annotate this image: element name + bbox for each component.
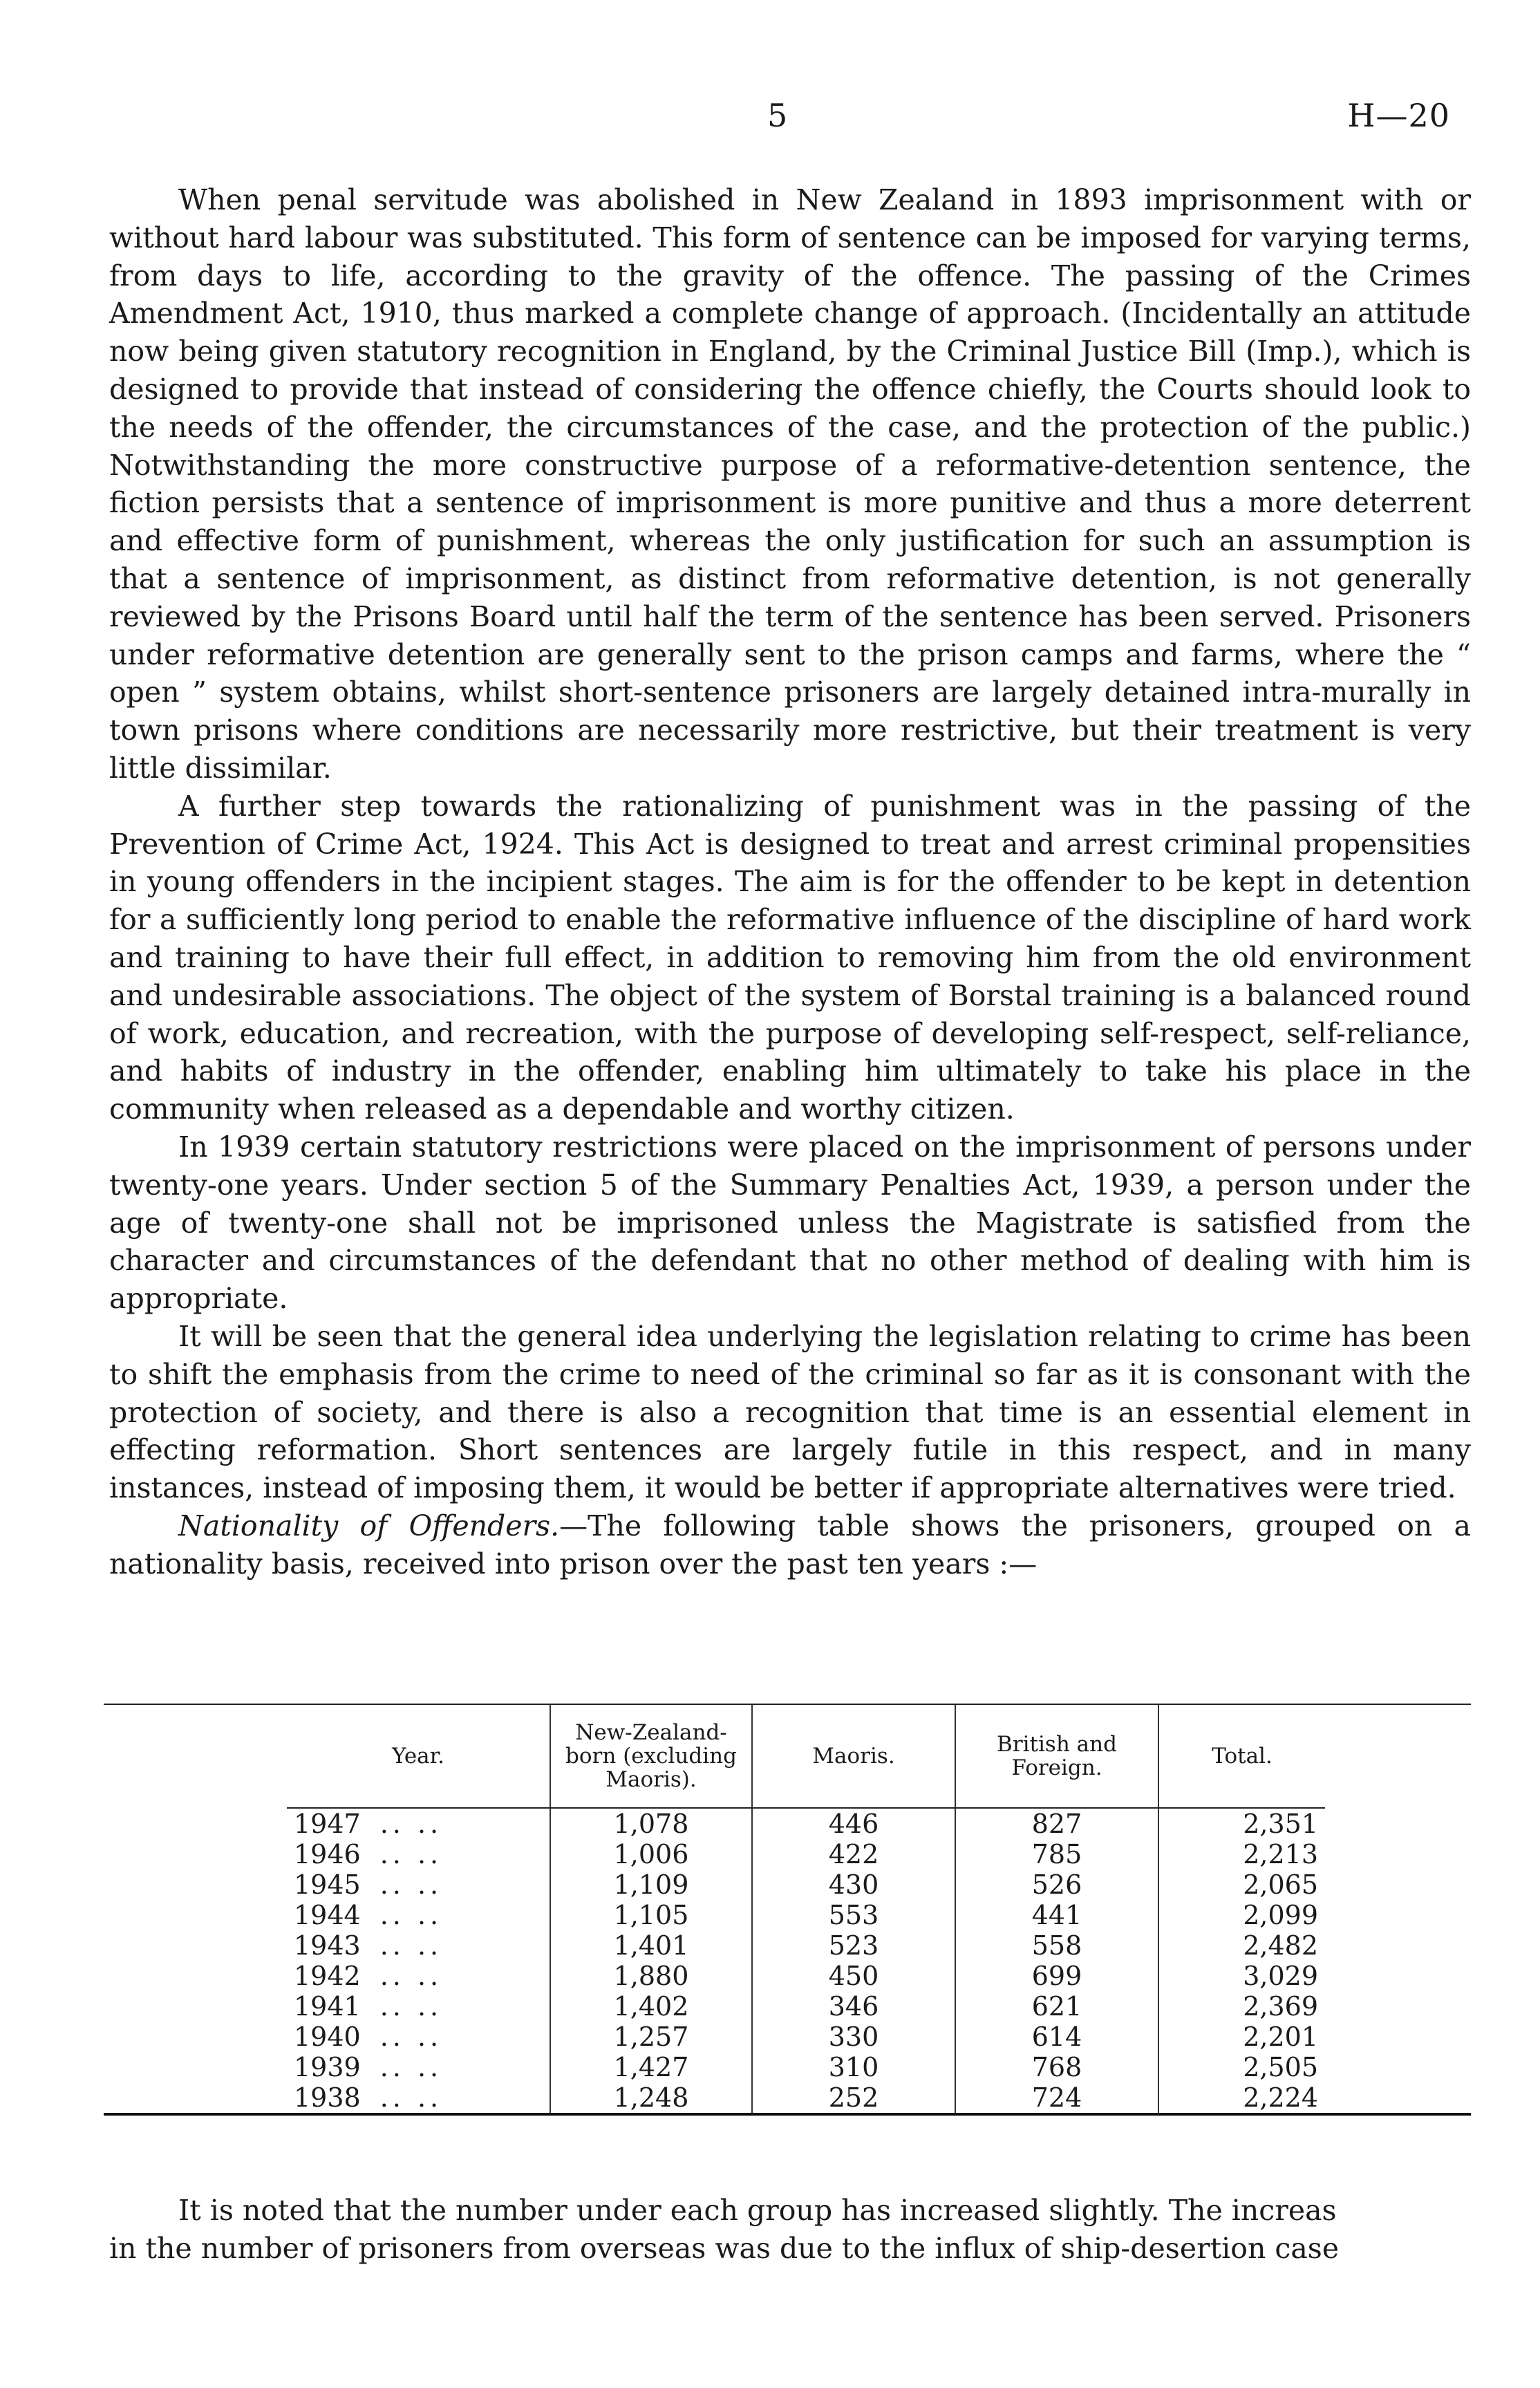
cell-nz-born: 1,248 [550,2082,752,2113]
year-value: 1946 [294,1839,361,1869]
year-value: 1939 [294,2052,361,2082]
cell-year [287,1930,550,1961]
cell-year [287,1839,550,1869]
nationality-table-section [104,1704,1471,2116]
table-row [287,1991,1325,2022]
cell-maoris: 252 [752,2082,955,2113]
body-text [109,181,1471,1583]
cell-british-foreign: 558 [955,1930,1158,1961]
leader-dots: .. .. [379,2082,443,2113]
cell-total: 2,224 [1158,2082,1325,2113]
year-value: 1940 [294,2022,361,2052]
cell-year [287,2022,550,2052]
leader-dots: .. .. [379,1991,443,2022]
leader-dots: .. .. [379,1961,443,1991]
cell-year [287,1991,550,2022]
cell-british-foreign: 621 [955,1991,1158,2022]
leader-dots: .. .. [379,1839,443,1869]
cell-total: 2,369 [1158,1991,1325,2022]
header-year: Year. [287,1705,550,1808]
table-body [287,1808,1325,2113]
year-value: 1945 [294,1869,361,1900]
paragraph-nationality [109,1507,1471,1583]
leader-dots: .. .. [379,2022,443,2052]
cell-maoris: 446 [752,1808,955,1839]
header-british-foreign: British and Foreign. [955,1705,1158,1808]
cell-maoris: 310 [752,2052,955,2082]
document-reference: H—20 [1347,97,1450,134]
cell-year [287,2082,550,2113]
paragraph-prevention-of-crime: A further step towards the rationalizing of punishment was in the passing of the Prevention of Crime Act, 1924. This Act is designed to treat and arrest criminal propensities in young offenders in the incipient stages. The aim is for the offender to be kept in detention for a sufficiently long period to enable the reformative influence of the discipline of hard work and training to have their full effect, in addition to removing him from the old environment and undesirable associations. The object of the system of Borstal training is a balanced round of work, education, and recreation, with the purpose of developing self-respect, self-reliance, and habits of industry in the offender, enabling him ultimately to take his place in the community when released as a dependable and worthy citizen. [109,789,1471,1126]
table-row [287,2082,1325,2113]
nationality-heading: Nationality of Offenders. [178,1509,560,1542]
leader-dots: .. .. [379,1900,443,1930]
cell-maoris: 450 [752,1961,955,1991]
cell-nz-born: 1,105 [550,1900,752,1930]
cell-nz-born: 1,880 [550,1961,752,1991]
cell-total: 2,065 [1158,1869,1325,1900]
table-row [287,2052,1325,2082]
year-value: 1942 [294,1961,361,1991]
year-value: 1944 [294,1900,361,1930]
cell-nz-born: 1,402 [550,1991,752,2022]
closing-text [109,2192,1471,2268]
cell-total: 2,482 [1158,1930,1325,1961]
nationality-table [287,1705,1325,2113]
cell-british-foreign: 785 [955,1839,1158,1869]
cell-total: 3,029 [1158,1961,1325,1991]
table-row [287,1839,1325,1869]
year-value: 1943 [294,1930,361,1961]
cell-nz-born: 1,257 [550,2022,752,2052]
cell-nz-born: 1,427 [550,2052,752,2082]
cell-year [287,1961,550,1991]
table-row [287,1900,1325,1930]
paragraph-penal-servitude: When penal servitude was abolished in New Zealand in 1893 imprisonment with or without hard labour was substituted. This form of sentence can be imposed for varying terms, from days to life, according to the gravity of the offence. The passing of the Crimes Amendment Act, 1910, thus marked a complete change of approach. (Incidentally an attitude now being given statutory recognition in England, by the Criminal Justice Bill (Imp.), which is designed to provide that instead of considering the offence chiefly, the Courts should look to the needs of the offender, the circumstances of the case, and the protection of the public.) Notwithstanding the more constructive purpose of a reformative-detention sentence, the fiction persists that a sentence of imprisonment is more punitive and thus a more deterrent and effective form of punishment, whereas the only justification for such an assumption is that a sentence of imprisonment, as distinct from reformative detention, is not generally reviewed by the Prisons Board until half the term of the sentence has been served. Prisoners under reformative detention are generally sent to the prison camps and farms, where the “ open ” system obtains, whilst short-sentence prisoners are largely detained intra-murally in town prisons where conditions are necessarily more restrictive, but their treatment is very little dissimilar. [109,183,1471,785]
year-value: 1938 [294,2082,361,2113]
cell-year [287,2052,550,2082]
cell-total: 2,099 [1158,1900,1325,1930]
table-row [287,2022,1325,2052]
closing-line-1: It is noted that the number under each group has increased slightly. The increas [178,2194,1337,2227]
table-row [287,1808,1325,1839]
cell-year [287,1869,550,1900]
cell-maoris: 523 [752,1930,955,1961]
leader-dots: .. .. [379,1869,443,1900]
table-row [287,1869,1325,1900]
page-number: 5 [767,97,788,134]
paragraph-general-idea: It will be seen that the general idea underlying the legislation relating to crime has been to shift the emphasis from the crime to need of the criminal so far as it is consonant with the protection of society, and there is also a recognition that time is an essential element in effecting reformation. Short sentences are largely futile in this respect, and in many instances, instead of imposing them, it would be better if appropriate alternatives were tried. [109,1319,1471,1505]
cell-total: 2,505 [1158,2052,1325,2082]
page-header [0,97,1540,138]
cell-total: 2,351 [1158,1808,1325,1839]
table-bottom-rule [104,2113,1471,2116]
header-nz-born: New-Zealand-born (excluding Maoris). [550,1705,752,1808]
year-value: 1947 [294,1809,361,1839]
cell-british-foreign: 441 [955,1900,1158,1930]
header-maoris: Maoris. [752,1705,955,1808]
nationality-text: —The following table shows the prisoners, grouped on a nationality basis, received into prison over the past ten years :— [109,1509,1471,1580]
leader-dots: .. .. [379,2052,443,2082]
cell-nz-born: 1,006 [550,1839,752,1869]
cell-maoris: 430 [752,1869,955,1900]
cell-british-foreign: 827 [955,1808,1158,1839]
table-row [287,1930,1325,1961]
cell-british-foreign: 699 [955,1961,1158,1991]
cell-maoris: 346 [752,1991,955,2022]
cell-maoris: 422 [752,1839,955,1869]
header-total: Total. [1158,1705,1325,1808]
leader-dots: .. .. [379,1809,443,1839]
cell-nz-born: 1,401 [550,1930,752,1961]
cell-maoris: 330 [752,2022,955,2052]
cell-year [287,1900,550,1930]
cell-nz-born: 1,109 [550,1869,752,1900]
paragraph-1939-restrictions: In 1939 certain statutory restrictions were placed on the imprisonment of persons under twenty-one years. Under section 5 of the Summary Penalties Act, 1939, a person under the age of twenty-one shall not be imprisoned unless the Magistrate is satisfied from the character and circumstances of the defendant that no other method of dealing with him is appropriate. [109,1130,1471,1316]
cell-british-foreign: 614 [955,2022,1158,2052]
year-value: 1941 [294,1991,361,2022]
table-row [287,1961,1325,1991]
closing-line-2: in the number of prisoners from overseas was due to the influx of ship-desertion case [109,2231,1340,2265]
table-header-row [287,1705,1325,1808]
cell-nz-born: 1,078 [550,1808,752,1839]
cell-british-foreign: 768 [955,2052,1158,2082]
cell-total: 2,201 [1158,2022,1325,2052]
cell-maoris: 553 [752,1900,955,1930]
cell-total: 2,213 [1158,1839,1325,1869]
cell-british-foreign: 526 [955,1869,1158,1900]
cell-british-foreign: 724 [955,2082,1158,2113]
cell-year [287,1808,550,1839]
leader-dots: .. .. [379,1930,443,1961]
